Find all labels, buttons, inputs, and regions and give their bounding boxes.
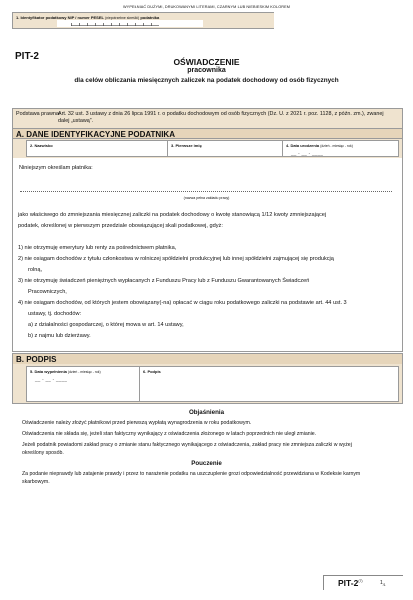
signature-row [26,366,399,402]
fill-date-format: __ - __ - ____ [35,377,68,382]
condition-4-cont: ustawy, tj. dochodów: [28,311,82,317]
warning-text: Za podanie nieprawdy lub zatajenie prawdy i przez to narażenie podatku na uszczuplenie grozi odpowiedzialność przewidziana w Kodeksie karnym [22,471,361,477]
payer-name-caption: (nazwa pełna zakładu pracy) [183,196,230,200]
paragraph-2: podatek, określonej w pierwszym przedziale obowiązującej skali podatkowej, gdyż: [18,223,223,229]
signature-label: 6. Podpis [143,369,161,374]
paragraph-1: jako właściwego do zmniejszania miesięcznej zaliczki na podatek dochodowy o kwotę stanowiącą 1/12 kwoty zmniejszającej [18,212,327,218]
condition-2: 2) nie osiągam dochodów z tytułu członkostwa w rolniczej spółdzielni produkcyjnej lub innej spółdzielni zajmującej się produkcją [18,256,334,262]
fill-instruction: WYPEŁNIAĆ DUŻYMI, DRUKOWANYMI LITERAMI, CZARNYM LUB NIEBIESKIM KOLOREM [123,5,290,9]
birth-date-field[interactable] [283,141,399,156]
footer-box [323,575,403,590]
birth-date-format: __ - __ - ____ [291,151,324,156]
id-baseline [71,25,159,26]
warning-text-cont: skarbowym. [22,479,50,485]
first-name-label: 3. Pierwsze imię [171,143,202,148]
form-title: OŚWIADCZENIE [173,57,240,67]
taxpayer-id-label: 1. Identyfikator podatkowy NIP / numer PESEL (niepotrzebne skreślić) podatnika [16,15,160,20]
form-purpose: dla celów obliczania miesięcznych zaliczek na podatek dochodowy od osób fizycznych [74,77,339,84]
section-a-header [13,128,402,139]
form-subtitle: pracownika [187,67,226,74]
section-b-heading: B. PODPIS [16,355,57,364]
first-name-field[interactable] [168,141,283,156]
explanations-heading: Objaśnienia [188,409,225,416]
taxpayer-id-box [12,12,274,29]
explanation-2: Oświadczenia nie składa się, jeżeli stan faktyczny wynikający z oświadczenia złożonego w latach poprzednich nie uległ zmianie. [22,431,317,437]
section-a-heading: A. DANE IDENTYFIKACYJNE PODATNIKA [16,130,175,139]
condition-4: 4) nie osiągam dochodów, od których jestem obowiązany(-na) opłacać w ciągu roku podatkowego zaliczki na podstawie art. 44 ust. 3 [18,300,347,306]
warning-heading: Pouczenie [191,460,222,467]
surname-field[interactable] [27,141,168,156]
legal-basis-label: Podstawa prawna: [16,111,61,117]
birth-date-label: 4. Data urodzenia (dzień - miesiąc - rok) [286,143,353,148]
fill-date-label: 5. Data wypełnienia (dzień - miesiąc - rok) [30,369,101,374]
surname-label: 2. Nazwisko [30,143,53,148]
condition-4a: a) z działalności gospodarczej, o której mowa w art. 14 ustawy, [28,322,184,328]
legal-basis [13,109,402,127]
identification-row [26,140,399,157]
condition-3-cont: Pracowniczych, [28,289,67,295]
condition-1: 1) nie otrzymuję emerytury lub renty za pośrednictwem płatnika, [18,245,177,251]
condition-4b: b) z najmu lub dzierżawy. [28,333,91,339]
form-code: PIT-2 [15,51,39,62]
explanation-3: Jeżeli podatnik powiadomi zakład pracy o zmianie stanu faktycznego wynikającego z oświadczenia, zakład pracy nie zmniejsza zaliczki w wyżej [22,442,352,448]
legal-basis-text: Art. 32 ust. 3 ustawy z dnia 26 lipca 1991 r. o podatku dochodowym od osób fizycznych (Dz. U. z 2021 r. poz. 1128, z późn. zm.), zwanej dalej „ustawą”. [58,111,384,124]
signature-field[interactable] [140,367,398,401]
fill-date-field[interactable] [27,367,140,401]
explanation-3-cont: określony sposób. [22,450,64,456]
condition-2-cont: rolną, [28,267,42,273]
declaration-body [13,158,402,351]
page-number: $1_{/1}$ [380,580,386,587]
payer-name-input[interactable] [20,191,392,193]
explanation-1: Oświadczenie należy złożyć płatnikowi przed pierwszą wypłatą wynagrodzenia w roku podatkowym. [22,420,252,426]
condition-3: 3) nie otrzymuję świadczeń pieniężnych wypłacanych z Funduszu Pracy lub z Funduszu Gwarantowanych Świadczeń [18,278,310,284]
payer-intro: Niniejszym określam płatnika: [19,165,93,171]
footer-form-code: PIT-2$^{(7)}$ [338,578,363,588]
